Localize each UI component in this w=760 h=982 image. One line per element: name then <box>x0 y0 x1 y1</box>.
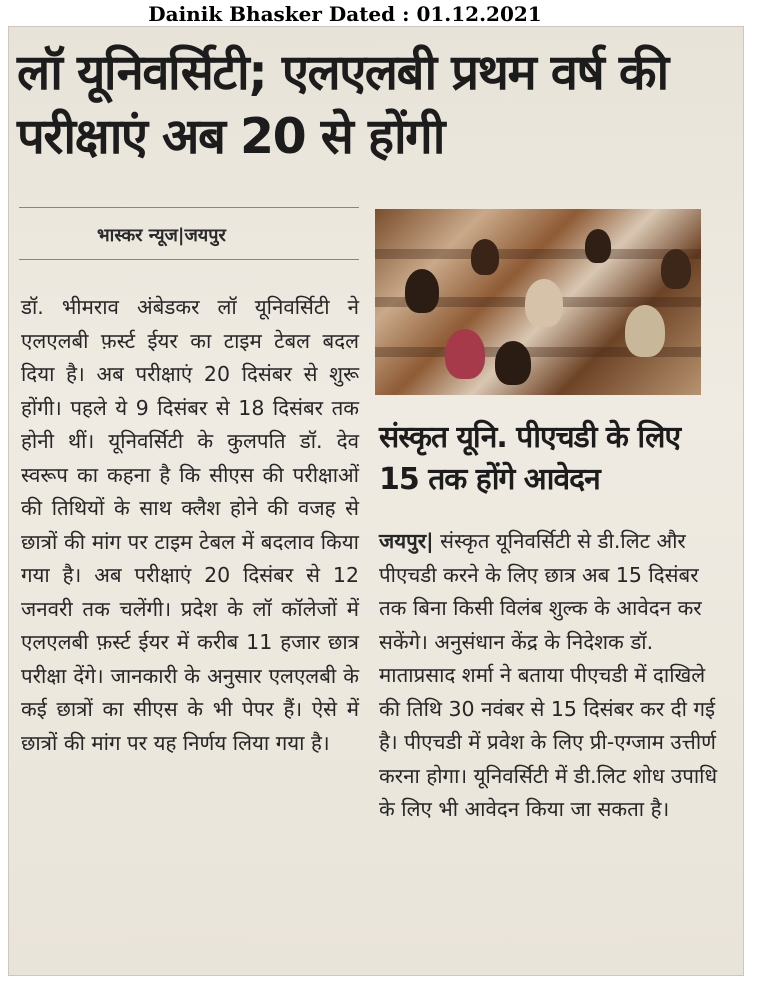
clipping-caption: Dainik Bhasker Dated : 01.12.2021 <box>148 2 542 26</box>
second-story-dateline: जयपुर| <box>379 529 434 553</box>
main-story-body: डॉ. भीमराव अंबेडकर लॉ यूनिवर्सिटी ने एलएलबी फ़र्स्ट ईयर का टाइम टेबल बदल दिया है। अब परीक्षाएं 20 दिसंबर से शुरू होंगी। पहले ये 9 दिसंबर से 18 दिसंबर तक होनी थीं। यूनिवर्सिटी के कुलपति डॉ. देव स्वरूप का कहना है कि सीएस की परीक्षाओं की तिथियों के साथ क्लैश होने की वजह से छात्रों की मांग पर टाइम टेबल में बदलाव किया गया है। अब परीक्षाएं 20 दिसंबर से 12 जनवरी तक चलेंगी। प्रदेश के लॉ कॉलेजों में एलएलबी फ़र्स्ट ईयर में करीब 11 हजार छात्र परीक्षा देंगे। जानकारी के अनुसार एलएलबी के कई छात्रों का सीएस के भी पेपर हैं। ऐसे में छात्रों की मांग पर यह निर्णय लिया गया है। <box>21 295 359 755</box>
second-story-text: संस्कृत यूनिवर्सिटी से डी.लिट और पीएचडी करने के लिए छात्र अब 15 दिसंबर तक बिना किसी विलंब शुल्क के आवेदन कर सकेंगे। अनुसंधान केंद्र के निदेशक डॉ. माताप्रसाद शर्मा ने बताया पीएचडी में दाखिले की तिथि 30 नवंबर से 15 दिसंबर कर दी गई है। पीएचडी में प्रवेश के लिए प्री-एग्जाम उत्तीर्ण करना होगा। यूनिवर्सिटी में डी.लिट शोध उपाधि के लिए भी आवेदन किया जा सकता है। <box>379 529 718 821</box>
byline: भास्कर न्यूज|जयपुर <box>97 225 226 246</box>
byline-rule-top <box>19 207 359 208</box>
main-headline: लॉ यूनिवर्सिटी; एलएलबी प्रथम वर्ष की परीक्षाएं अब 20 से होंगी <box>17 44 668 165</box>
second-story-body <box>379 525 719 827</box>
exam-hall-photo <box>375 209 701 395</box>
byline-rule-bottom <box>19 259 359 260</box>
second-story-headline: संस्कृत यूनि. पीएचडी के लिए 15 तक होंगे आवेदन <box>379 420 681 497</box>
newspaper-clipping <box>8 26 744 976</box>
